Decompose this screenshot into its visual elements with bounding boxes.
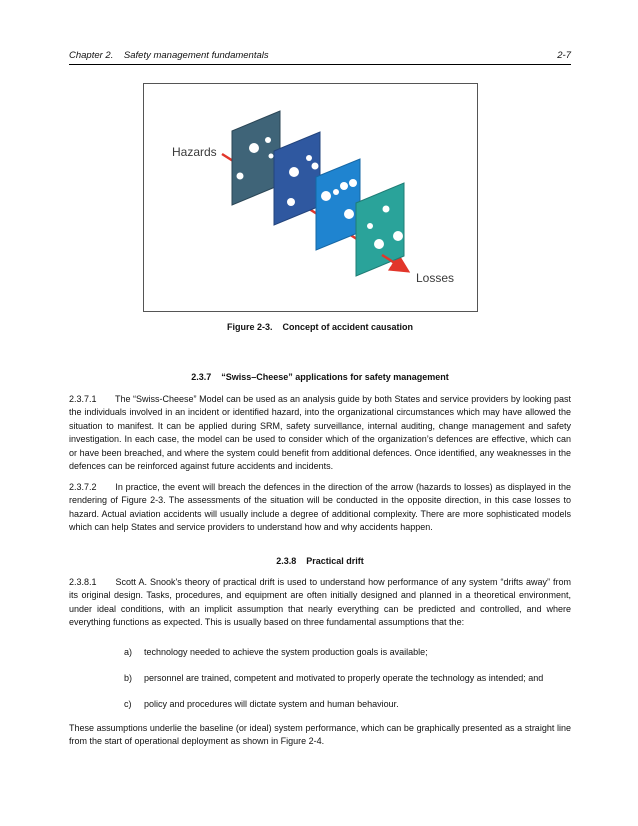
list-item	[124, 699, 571, 709]
section-heading-2-3-7: 2.3.7 “Swiss–Cheese” applications for safety management	[191, 372, 449, 382]
list-item-text: policy and procedures will dictate system and human behaviour.	[144, 699, 399, 709]
figure-caption: Figure 2-3. Concept of accident causation	[226, 322, 414, 332]
list-item-label: c)	[124, 699, 132, 709]
losses-label: Losses	[416, 271, 455, 285]
chapter-title: Chapter 2. Safety management fundamentals	[69, 50, 269, 61]
paragraph-text: Scott A. Snook's theory of practical drift is used to understand how performance of any system “drifts away” from its original design. Tasks, procedures, and equipment are often initially designed and planned in a theoretical environment, under ideal conditions, with an implicit assumption that nearly everything can be predicted and controlled, and where everything functions as expected. This is usually based on three fundamental assumptions that the:	[69, 577, 571, 628]
paragraph-2-3-7-1	[69, 393, 571, 473]
list-item-text: technology needed to achieve the system production goals is available;	[144, 647, 428, 657]
list-item-text: personnel are trained, competent and motivated to properly operate the technology as intended; and	[144, 673, 544, 683]
paragraph-2-3-8-1	[69, 576, 571, 630]
swiss-cheese-diagram	[144, 84, 477, 311]
list-item	[124, 673, 571, 683]
paragraph-number: 2.3.8.1	[69, 577, 97, 587]
section-heading-2-3-8: 2.3.8 Practical drift	[276, 556, 364, 566]
list-item-label: b)	[124, 673, 133, 683]
list-item	[124, 647, 571, 657]
figure-swiss-cheese	[143, 83, 478, 312]
paragraph-text: The “Swiss-Cheese” Model can be used as an analysis guide by both States and service providers by looking past the individuals involved in an incident or identified hazard, into the organizational circumstances which may have allowed the situation to manifest. It can be applied during SRM, safety surveillance, internal auditing, change management and safety investigation. In each case, the model can be used to consider which of the organization’s defences are effective, which can or have been breached, and where the system could benefit from additional defences. Once identified, any weaknesses in the defences can be reinforced against future accidents and incidents.	[69, 394, 572, 472]
hazards-label: Hazards	[172, 145, 217, 159]
page-number: 2-7	[557, 50, 571, 61]
paragraph-closing: These assumptions underlie the baseline (or ideal) system performance, which can be graphically presented as a straight line from the start of operational deployment as shown in Figure 2-4.	[69, 723, 571, 747]
paragraph-number: 2.3.7.2	[69, 482, 97, 492]
defence-slice-4	[356, 183, 404, 276]
paragraph-text: In practice, the event will breach the defences in the direction of the arrow (hazards to losses) as displayed in the rendering of Figure 2-3. The assessments of the situation will be conducted in the opposite direction, in this case losses to hazard. Actual aviation accidents will usually include a degree of additional complexity. There are more sophisticated models which can help States and service providers to understand how and why accidents happen.	[69, 482, 571, 533]
paragraph-number: 2.3.7.1	[69, 394, 97, 404]
paragraph-2-3-7-2	[69, 481, 571, 535]
defence-slice-1	[232, 111, 280, 205]
list-item-label: a)	[124, 647, 133, 657]
page-header	[69, 50, 571, 65]
